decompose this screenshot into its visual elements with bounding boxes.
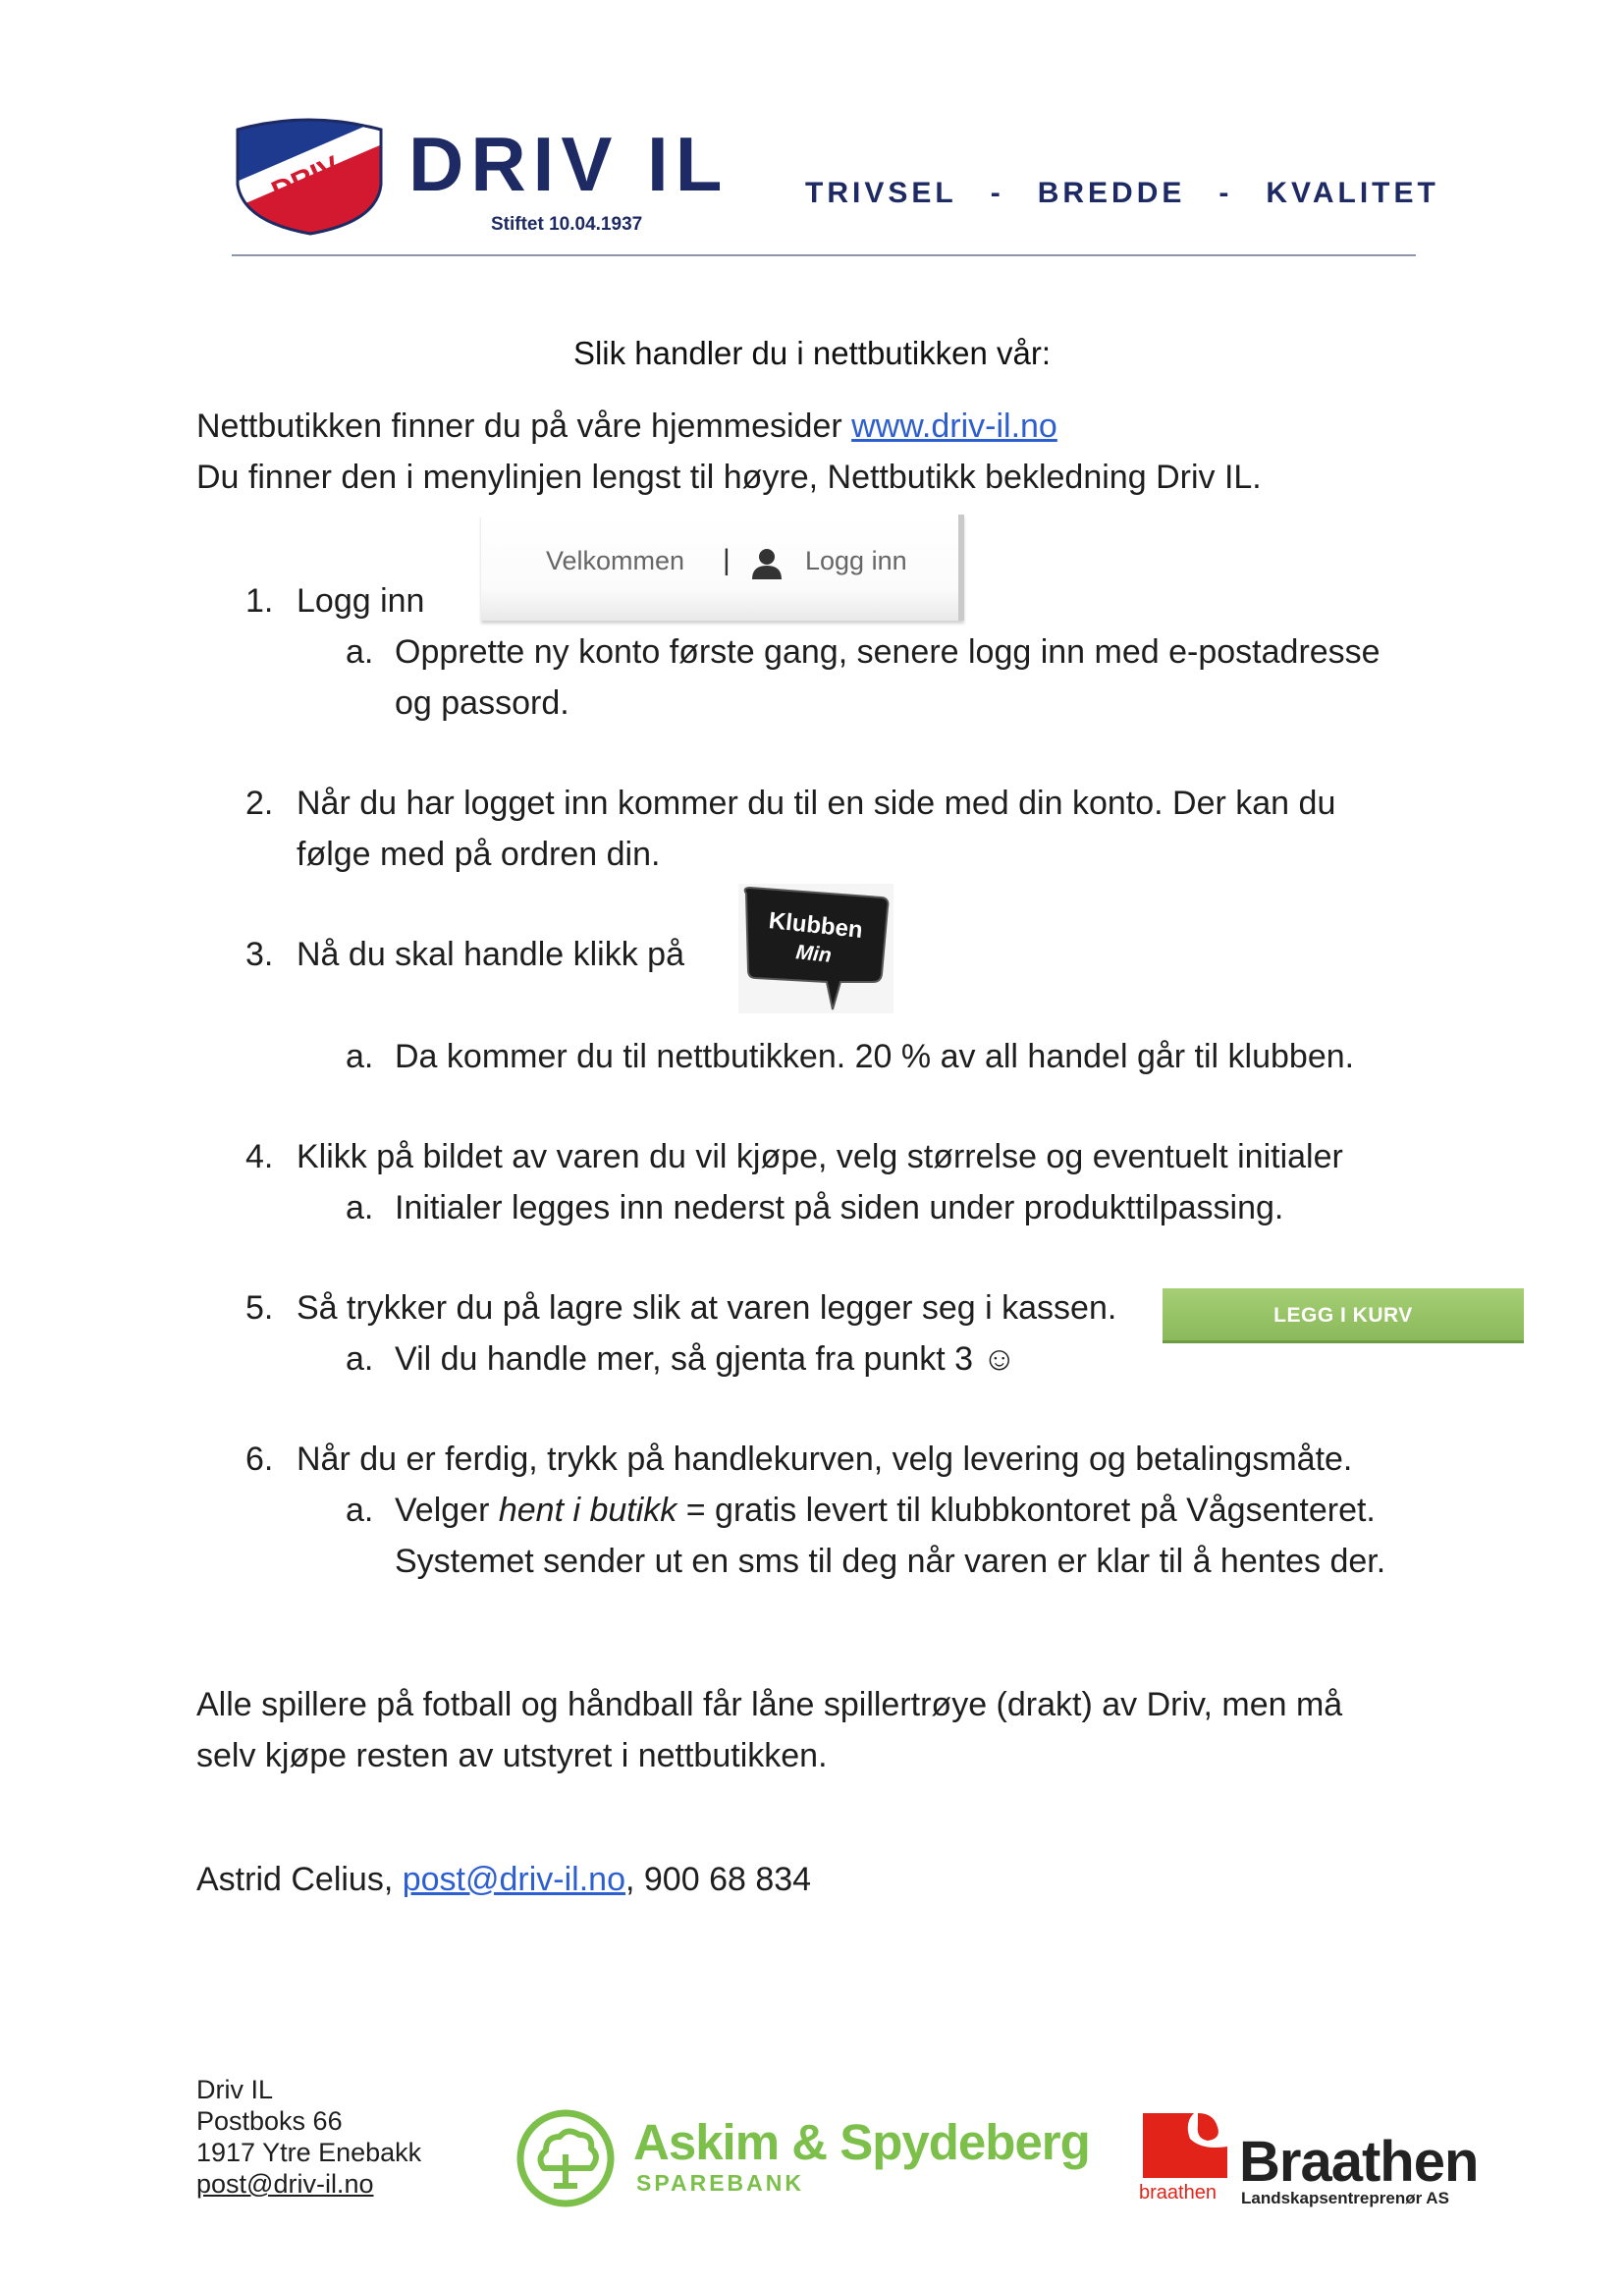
intro-text: Nettbutikken finner du på våre hjemmesider (196, 408, 852, 445)
club-motto (805, 177, 1439, 210)
sub-text: og passord. (395, 684, 569, 722)
note-text: selv kjøpe resten av utstyret i nettbutikken. (196, 1737, 828, 1774)
sub-text (395, 1485, 1376, 1536)
motto-separator: - (990, 177, 1004, 209)
step-text: følge med på ordren din. (297, 836, 661, 873)
sub-letter: a. (346, 633, 374, 671)
step-number: 4. (245, 1138, 274, 1175)
step-number: 5. (245, 1289, 274, 1327)
motto-word: KVALITET (1266, 177, 1439, 209)
sub-text: Initialer legges inn nederst på siden under produkttilpassing. (395, 1189, 1284, 1226)
askim-sparebank-logo-icon (514, 2107, 617, 2209)
step-text: Klikk på bildet av varen du vil kjøpe, velg størrelse og eventuelt initialer (297, 1138, 1343, 1175)
login-label: Logg inn (805, 546, 907, 575)
motto-separator: - (1218, 177, 1233, 209)
step-number: 6. (245, 1441, 274, 1478)
contact-email-link[interactable]: post@driv-il.no (402, 1861, 625, 1898)
sub-letter: a. (346, 1492, 374, 1529)
footer-city: 1917 Ytre Enebakk (196, 2138, 422, 2167)
club-logo-shield (230, 116, 389, 236)
motto-word: BREDDE (1037, 177, 1186, 209)
badge-text: Min (794, 941, 833, 967)
step-text: Når du har logget inn kommer du til en side med din konto. Der kan du (297, 785, 1336, 822)
note-text: Alle spillere på fotball og håndball får låne spillertrøye (drakt) av Driv, men må (196, 1686, 1343, 1723)
sponsor-braathen-sub: Landskapsentreprenør AS (1241, 2189, 1449, 2207)
sub-text-part: = gratis levert til klubbkontoret på Vågsenteret. (677, 1492, 1376, 1529)
step-number: 2. (245, 785, 274, 822)
contact-phone: , 900 68 834 (625, 1861, 812, 1898)
founded-date: Stiftet 10.04.1937 (491, 214, 643, 235)
welcome-label: Velkommen (546, 546, 685, 575)
intro-line-1 (196, 401, 1057, 452)
footer-email-link[interactable]: post@driv-il.no (196, 2169, 374, 2199)
footer-pobox: Postboks 66 (196, 2106, 343, 2136)
footer-org: Driv IL (196, 2075, 274, 2104)
step-text: Så trykker du på lagre slik at varen legger seg i kassen. (297, 1289, 1117, 1327)
sub-text: Vil du handle mer, så gjenta fra punkt 3 ☺ (395, 1340, 1017, 1378)
sponsor-braathen-tag: braathen (1139, 2182, 1217, 2203)
step-text: Logg inn (297, 582, 425, 620)
step-text: Nå du skal handle klikk på (297, 936, 685, 973)
sponsor-askim-sub: SPAREBANK (636, 2170, 804, 2196)
sponsor-askim-name: Askim & Spydeberg (633, 2114, 1090, 2170)
sub-text: Da kommer du til nettbutikken. 20 % av all handel går til klubben. (395, 1038, 1355, 1075)
step-number: 1. (245, 582, 274, 620)
sub-text: Systemet sender ut en sms til deg når varen er klar til å hentes der. (395, 1543, 1386, 1580)
sub-letter: a. (346, 1189, 374, 1226)
contact-line (196, 1854, 811, 1905)
club-name: DRIV IL (408, 121, 730, 207)
intro-line-2: Du finner den i menylinjen lengst til høyre, Nettbutikk bekledning Driv IL. (196, 459, 1262, 496)
user-icon (750, 546, 784, 579)
motto-word: TRIVSEL (805, 177, 957, 209)
add-to-cart-button[interactable]: LEGG I KURV (1163, 1288, 1524, 1343)
sub-text: Opprette ny konto første gang, senere logg inn med e-postadresse (395, 633, 1380, 671)
page-title: Slik handler du i nettbutikken vår: (572, 335, 1052, 371)
header-divider (232, 254, 1416, 256)
badge-text: Klubben (767, 907, 864, 944)
sub-text-part: Velger (395, 1492, 499, 1529)
step-text: Når du er ferdig, trykk på handlekurven, velg levering og betalingsmåte. (297, 1441, 1353, 1478)
contact-name: Astrid Celius, (196, 1861, 403, 1898)
sponsor-braathen-name: Braathen (1239, 2130, 1479, 2194)
sub-letter: a. (346, 1340, 374, 1378)
website-link[interactable]: www.driv-il.no (851, 408, 1057, 445)
sub-letter: a. (346, 1038, 374, 1075)
logo-text: DRIV (266, 149, 345, 209)
login-separator: | (723, 544, 731, 576)
klubben-min-badge (738, 884, 893, 1013)
step-number: 3. (245, 936, 274, 973)
sub-text-emphasis: hent i butikk (498, 1492, 677, 1529)
login-widget-screenshot (481, 515, 964, 621)
